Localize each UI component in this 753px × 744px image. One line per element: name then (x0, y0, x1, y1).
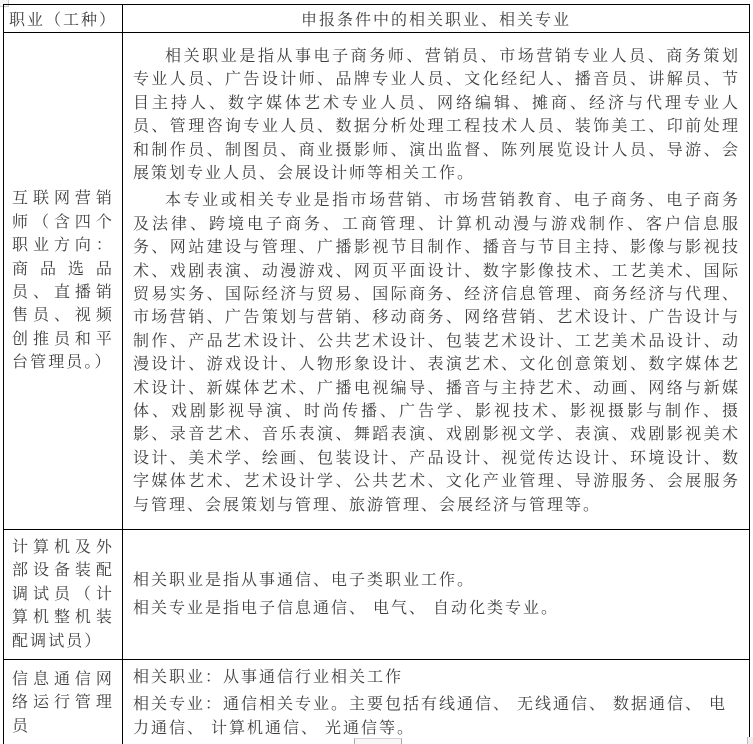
header-occupation: 职业（工种） (4, 5, 123, 33)
table-row (4, 530, 750, 660)
conditions-paragraph: 相关职业是指从事电子商务师、营销员、市场营销专业人员、商务策划专业人员、广告设计师、品牌专业人员、文化经纪人、播音员、讲解员、节目主持人、数字媒体艺术专业人员、网络编辑、摊商、经济与代理专业人员、管理咨询专业人员、数据分析处理工程技术人员、装饰美工、印前处理和制作员、制图员、商业摄影师、演出监督、陈列展览设计人员、导游、会展策划专业人员、会展设计师等相关工作。 (133, 47, 740, 182)
occupation-cell: 互联网营销师（含四个职业方向：商品选品员、直播销售员、视频创推员和平台管理员。） (4, 33, 123, 530)
table-header-row (4, 5, 750, 33)
conditions-paragraph: 相关专业：通信相关专业。主要包括有线通信、 无线通信、 数据通信、 电力通信、 计算机通信、 光通信等。 (133, 696, 728, 737)
conditions-cell (123, 33, 750, 530)
cutoff-right-fragment (747, 737, 753, 744)
occupation-cell: 信息通信网络运行管理员 (4, 660, 123, 744)
conditions-paragraph: 相关专业是指电子信息通信、 电气、 自动化类专业。 (133, 599, 560, 617)
table-row (4, 660, 750, 744)
occupation-cell: 计算机及外部设备装配调试员（计算机整机装配调试员） (4, 530, 123, 660)
conditions-paragraph: 本专业或相关专业是指市场营销、市场营销教育、电子商务、电子商务及法律、跨境电子商务、工商管理、计算机动漫与游戏制作、客户信息服务、网站建设与管理、广播影视节目制作、播音与节目主持、影像与影视技术、戏剧表演、动漫游戏、网页平面设计、数字影像技术、工艺美术、国际贸易实务、国际经济与贸易、国际商务、经济信息管理、商务经济与代理、市场营销、广告策划与营销、移动商务、网络营销、艺术设计、广告设计与制作、产品艺术设计、公共艺术设计、包装艺术设计、工艺美术品设计、动漫设计、游戏设计、人物形象设计、表演艺术、文化创意策划、数字媒体艺术设计、新媒体艺术、广播电视编导、播音与主持艺术、动画、网络与新媒体、戏剧影视导演、时尚传播、广告学、影视技术、影视摄影与制作、摄影、录音艺术、音乐表演、舞蹈表演、戏剧影视文学、表演、戏剧影视美术设计、美术学、绘画、包装设计、产品设计、视觉传达设计、环境设计、数字媒体艺术、艺术设计学、公共艺术、文化产业管理、导游服务、会展服务与管理、会展策划与管理、旅游管理、会展经济与管理等。 (133, 192, 740, 514)
header-conditions: 申报条件中的相关职业、相关专业 (123, 5, 750, 33)
table-body (4, 5, 750, 744)
conditions-paragraph: 相关职业是指从事通信、电子类职业工作。 (133, 572, 476, 590)
cutoff-button-fragment[interactable] (354, 738, 402, 744)
conditions-cell (123, 660, 750, 744)
conditions-paragraph: 相关职业：从事通信行业相关工作 (133, 669, 404, 686)
table-row (4, 33, 750, 530)
conditions-cell (123, 530, 750, 660)
occupation-table (3, 4, 750, 744)
